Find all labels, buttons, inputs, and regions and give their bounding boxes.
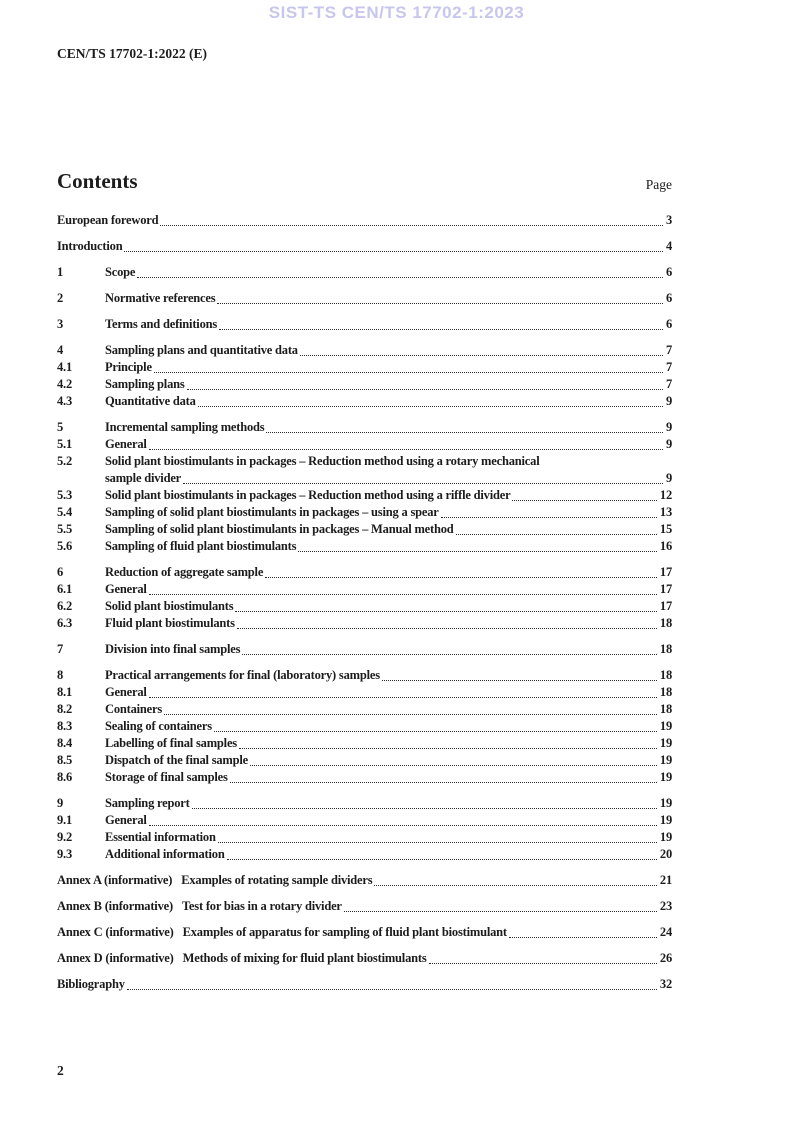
dot-leader: [509, 937, 657, 938]
page-column-label: Page: [645, 177, 672, 192]
toc-entry-title: Dispatch of the final sample: [105, 753, 249, 767]
toc-entry-title: Test for bias in a rotary divider: [181, 899, 342, 913]
toc-entry-page: 19: [659, 830, 672, 844]
toc-entry-title: Fluid plant biostimulants: [105, 616, 235, 630]
toc-group: [57, 898, 672, 915]
toc-entry-number: 5.4: [57, 505, 73, 519]
toc-entry-title: Sampling plans and quantitative data: [105, 343, 298, 357]
toc-annex-label: Annex B (informative): [57, 899, 173, 913]
dot-leader: [456, 534, 657, 535]
toc-entry: [57, 264, 672, 281]
dot-leader: [149, 825, 657, 826]
toc-group: [57, 419, 672, 555]
toc-entry-title: Principle: [105, 360, 152, 374]
toc-entry-page: 13: [659, 505, 672, 519]
dot-leader: [127, 989, 657, 990]
toc-entry: [57, 924, 672, 941]
toc-annex-label: Annex A (informative): [57, 873, 173, 887]
toc-group: [57, 212, 672, 229]
toc-entry: [57, 667, 672, 684]
toc-entry-title: Sampling of fluid plant biostimulants: [105, 539, 297, 553]
toc-entry: [57, 212, 672, 229]
toc-entry-page: 17: [659, 582, 672, 596]
toc-entry-page: 9: [665, 471, 672, 485]
toc-entry-page: 19: [659, 796, 672, 810]
toc-entry-title: Introduction: [57, 239, 123, 253]
toc-entry-page: 19: [659, 736, 672, 750]
toc-entry-number: 8.4: [57, 736, 73, 750]
toc-entry-number: 9.3: [57, 847, 73, 861]
toc-entry-title: Normative references: [105, 291, 216, 305]
dot-leader: [429, 963, 657, 964]
toc-entry: [57, 342, 672, 359]
toc-entry-title: General: [105, 685, 147, 699]
toc-entry-page: 17: [659, 599, 672, 613]
toc-entry-title: Sampling plans: [105, 377, 185, 391]
toc-entry-title: General: [105, 437, 147, 451]
toc-entry-page: 32: [659, 977, 672, 991]
dot-leader: [237, 628, 657, 629]
toc-entry-title: Reduction of aggregate sample: [105, 565, 264, 579]
toc-entry: [57, 735, 672, 752]
toc-entry-page: 19: [659, 770, 672, 784]
dot-leader: [298, 551, 657, 552]
dot-leader: [160, 225, 663, 226]
dot-leader: [239, 748, 657, 749]
toc-entry-page: 4: [665, 239, 672, 253]
toc-entry-page: 3: [665, 213, 672, 227]
toc-entry-number: 5.5: [57, 522, 73, 536]
contents-header: [57, 168, 672, 194]
toc-entry-number: 4.3: [57, 394, 73, 408]
toc-entry: [57, 684, 672, 701]
toc-entry-title: General: [105, 813, 147, 827]
toc-entry: [57, 487, 672, 504]
toc-entry: [57, 419, 672, 436]
toc-entry-page: 6: [665, 317, 672, 331]
toc-entry-number: 4.2: [57, 377, 73, 391]
table-of-contents: [57, 212, 672, 993]
toc-entry-page: 20: [659, 847, 672, 861]
toc-group: [57, 238, 672, 255]
toc-entry-page: 15: [659, 522, 672, 536]
dot-leader: [265, 577, 657, 578]
toc-entry-number: 8.5: [57, 753, 73, 767]
toc-entry-number: 5: [57, 420, 64, 434]
toc-entry-page: 18: [659, 685, 672, 699]
toc-entry-number: 8.1: [57, 685, 73, 699]
toc-entry: [57, 504, 672, 521]
toc-entry-title: sample divider: [105, 471, 182, 485]
toc-entry-number: 7: [57, 642, 64, 656]
toc-entry: [57, 564, 672, 581]
toc-entry-title: Examples of apparatus for sampling of fluid plant biostimulant: [182, 925, 507, 939]
toc-group: [57, 795, 672, 863]
dot-leader: [214, 731, 657, 732]
toc-entry: [57, 846, 672, 863]
dot-leader: [149, 449, 663, 450]
toc-group: [57, 316, 672, 333]
toc-entry-page: 7: [665, 377, 672, 391]
toc-entry-title: Sampling of solid plant biostimulants in packages – Manual method: [105, 522, 454, 536]
toc-entry-title: Bibliography: [57, 977, 125, 991]
toc-entry-page: 7: [665, 343, 672, 357]
dot-leader: [235, 611, 657, 612]
toc-entry-number: 6.3: [57, 616, 73, 630]
toc-entry-title: Terms and definitions: [105, 317, 218, 331]
dot-leader: [382, 680, 657, 681]
toc-entry-title: Solid plant biostimulants in packages – Reduction method using a riffle divider: [105, 488, 511, 502]
toc-annex-label: Annex D (informative): [57, 951, 174, 965]
toc-group: [57, 641, 672, 658]
toc-entry-number: 8.3: [57, 719, 73, 733]
toc-entry-page: 18: [659, 616, 672, 630]
dot-leader: [441, 517, 657, 518]
toc-entry-number: 3: [57, 317, 64, 331]
toc-entry-page: 23: [659, 899, 672, 913]
toc-entry-page: 19: [659, 719, 672, 733]
toc-entry-number: 1: [57, 265, 64, 279]
toc-entry-title: European foreword: [57, 213, 159, 227]
dot-leader: [218, 842, 657, 843]
toc-entry: [57, 752, 672, 769]
toc-entry-number: 8: [57, 668, 64, 682]
dot-leader: [300, 355, 663, 356]
toc-entry-page: 12: [659, 488, 672, 502]
toc-group: [57, 564, 672, 632]
toc-entry: [57, 290, 672, 307]
dot-leader: [374, 885, 656, 886]
toc-entry-number: 6: [57, 565, 64, 579]
toc-entry-page: 19: [659, 753, 672, 767]
toc-group: [57, 872, 672, 889]
toc-entry-number: 8.2: [57, 702, 73, 716]
toc-entry: [57, 316, 672, 333]
toc-group: [57, 950, 672, 967]
toc-entry-title: Quantitative data: [105, 394, 196, 408]
toc-entry-title: Methods of mixing for fluid plant biostimulants: [182, 951, 427, 965]
toc-entry: [57, 453, 672, 470]
toc-entry-number: 8.6: [57, 770, 73, 784]
toc-group: [57, 976, 672, 993]
toc-entry-title: Essential information: [105, 830, 216, 844]
toc-entry-page: 18: [659, 642, 672, 656]
dot-leader: [219, 329, 663, 330]
toc-entry-title: Sampling report: [105, 796, 190, 810]
toc-entry: [57, 538, 672, 555]
dot-leader: [242, 654, 657, 655]
toc-group: [57, 667, 672, 786]
document-reference: CEN/TS 17702-1:2022 (E): [57, 46, 208, 61]
toc-entry-title: Additional information: [105, 847, 225, 861]
toc-entry-title: Labelling of final samples: [105, 736, 237, 750]
dot-leader: [149, 697, 657, 698]
toc-entry-number: 9.1: [57, 813, 73, 827]
toc-entry-number: 6.1: [57, 582, 73, 596]
toc-entry-page: 6: [665, 265, 672, 279]
toc-annex-label: Annex C (informative): [57, 925, 174, 939]
toc-entry-title: Sampling of solid plant biostimulants in packages – using a spear: [105, 505, 439, 519]
dot-leader: [183, 483, 663, 484]
toc-entry-page: 26: [659, 951, 672, 965]
toc-entry-number: 9.2: [57, 830, 73, 844]
dot-leader: [137, 277, 663, 278]
toc-group: [57, 290, 672, 307]
dot-leader: [250, 765, 657, 766]
dot-leader: [124, 251, 662, 252]
toc-entry-number: 6.2: [57, 599, 73, 613]
dot-leader: [266, 432, 662, 433]
toc-entry: [57, 718, 672, 735]
toc-entry-number: 2: [57, 291, 64, 305]
dot-leader: [198, 406, 663, 407]
toc-entry-page: 9: [665, 420, 672, 434]
toc-entry-page: 16: [659, 539, 672, 553]
toc-entry: [57, 701, 672, 718]
toc-entry: [57, 829, 672, 846]
footer-page-number: 2: [57, 1063, 64, 1078]
dot-leader: [149, 594, 657, 595]
toc-entry-continuation: [57, 470, 672, 487]
toc-entry-title: Examples of rotating sample dividers: [181, 873, 373, 887]
dot-leader: [227, 859, 657, 860]
toc-entry-page: 9: [665, 437, 672, 451]
dot-leader: [217, 303, 663, 304]
toc-entry: [57, 598, 672, 615]
toc-entry: [57, 795, 672, 812]
toc-entry-page: 9: [665, 394, 672, 408]
toc-entry: [57, 615, 672, 632]
toc-entry-page: 6: [665, 291, 672, 305]
toc-group: [57, 264, 672, 281]
toc-entry-title: Incremental sampling methods: [105, 420, 265, 434]
toc-entry-title: Practical arrangements for final (laboratory) samples: [105, 668, 380, 682]
toc-entry-number: 5.1: [57, 437, 73, 451]
toc-entry: [57, 393, 672, 410]
dot-leader: [344, 911, 657, 912]
dot-leader: [230, 782, 657, 783]
toc-entry: [57, 641, 672, 658]
toc-entry-title: Containers: [105, 702, 163, 716]
dot-leader: [192, 808, 657, 809]
toc-entry: [57, 238, 672, 255]
dot-leader: [512, 500, 656, 501]
toc-entry-title: General: [105, 582, 147, 596]
toc-entry-number: 5.6: [57, 539, 73, 553]
toc-group: [57, 342, 672, 410]
toc-entry-page: 17: [659, 565, 672, 579]
toc-entry: [57, 581, 672, 598]
toc-entry-title: Division into final samples: [105, 642, 241, 656]
toc-entry-number: 5.3: [57, 488, 73, 502]
dot-leader: [187, 389, 663, 390]
toc-entry: [57, 976, 672, 993]
toc-entry-title: Solid plant biostimulants in packages – Reduction method using a rotary mechanical: [105, 454, 540, 468]
toc-entry: [57, 812, 672, 829]
toc-entry-page: 21: [659, 873, 672, 887]
contents-title: Contents: [57, 169, 138, 193]
toc-entry-page: 24: [659, 925, 672, 939]
toc-entry: [57, 769, 672, 786]
toc-entry-title: Scope: [105, 265, 136, 279]
toc-entry-number: 4.1: [57, 360, 73, 374]
toc-entry-number: 4: [57, 343, 64, 357]
toc-entry-number: 5.2: [57, 454, 73, 468]
toc-entry: [57, 950, 672, 967]
toc-entry-title: Sealing of containers: [105, 719, 212, 733]
toc-entry-page: 7: [665, 360, 672, 374]
toc-entry: [57, 436, 672, 453]
toc-entry: [57, 521, 672, 538]
toc-entry-page: 18: [659, 702, 672, 716]
toc-entry-page: 18: [659, 668, 672, 682]
toc-entry: [57, 376, 672, 393]
watermark-text: SIST-TS CEN/TS 17702-1:2023: [268, 3, 525, 22]
toc-entry-title: Storage of final samples: [105, 770, 228, 784]
dot-leader: [154, 372, 663, 373]
toc-entry: [57, 359, 672, 376]
toc-entry-page: 19: [659, 813, 672, 827]
toc-entry: [57, 872, 672, 889]
toc-group: [57, 924, 672, 941]
toc-entry-number: 9: [57, 796, 64, 810]
dot-leader: [164, 714, 657, 715]
toc-entry-title: Solid plant biostimulants: [105, 599, 234, 613]
toc-entry: [57, 898, 672, 915]
